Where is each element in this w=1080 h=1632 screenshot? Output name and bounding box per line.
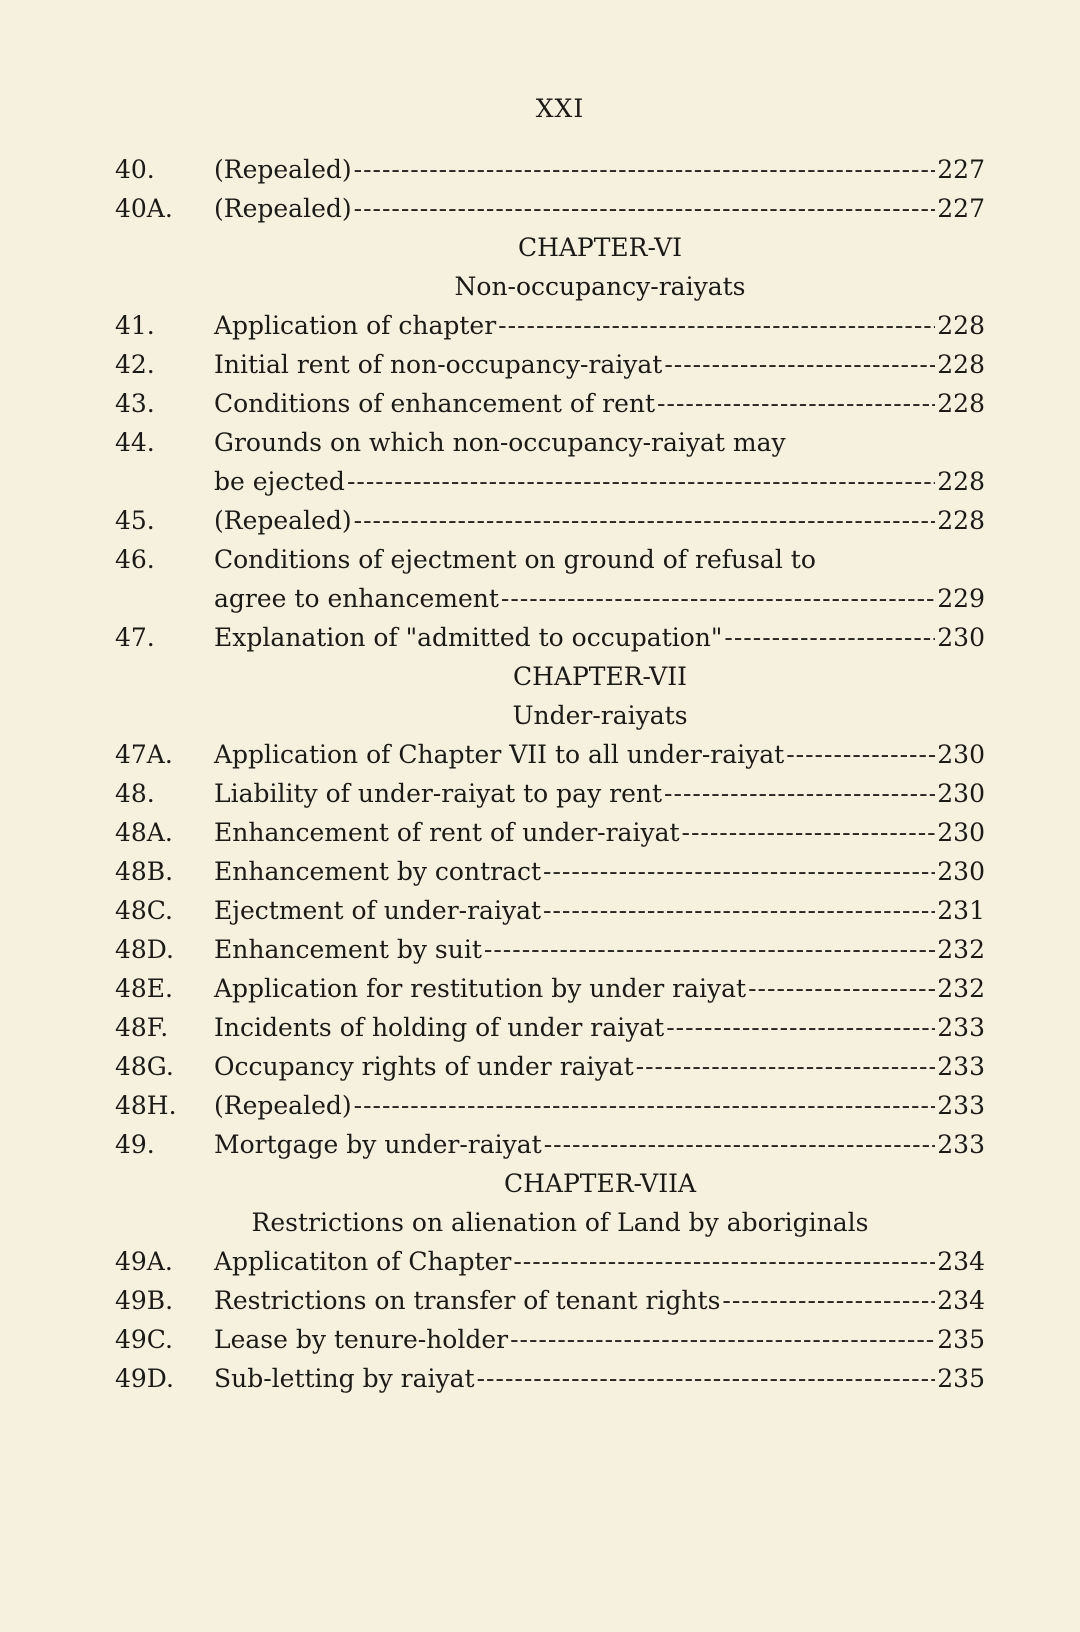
section-title: Application of chapter <box>214 311 497 340</box>
dot-leader <box>354 1086 936 1125</box>
table-of-contents <box>0 150 1080 1398</box>
dot-leader <box>666 1008 935 1047</box>
toc-entry[interactable] <box>0 1320 1080 1359</box>
section-title-line: be ejected <box>214 467 345 496</box>
section-number: 48H. <box>115 1091 177 1120</box>
page-ref: 232 <box>937 935 985 964</box>
section-title: Enhancement of rent of under-raiyat <box>214 818 680 847</box>
section-number: 40A. <box>115 194 173 223</box>
toc-entry[interactable] <box>0 1281 1080 1320</box>
page-ref: 227 <box>937 194 985 223</box>
section-title: Sub-letting by raiyat <box>214 1364 475 1393</box>
dot-leader <box>354 501 936 540</box>
chapter-heading: CHAPTER-VII <box>513 662 687 691</box>
section-title: (Repealed) <box>214 506 352 535</box>
section-title: Initial rent of non-occupancy-raiyat <box>214 350 663 379</box>
section-title: Enhancement by contract <box>214 857 542 886</box>
toc-entry[interactable] <box>0 345 1080 384</box>
section-title: Mortgage by under-raiyat <box>214 1130 542 1159</box>
page-ref: 233 <box>937 1130 985 1159</box>
toc-entry[interactable] <box>0 540 1080 618</box>
section-number: 47. <box>115 623 155 652</box>
page-ref: 230 <box>937 623 985 652</box>
toc-entry[interactable] <box>0 306 1080 345</box>
page-ref: 228 <box>937 311 985 340</box>
section-title: (Repealed) <box>214 1091 352 1120</box>
section-title: Occupancy rights of under raiyat <box>214 1052 634 1081</box>
section-number: 48E. <box>115 974 174 1003</box>
page-ref: 230 <box>937 818 985 847</box>
toc-entry[interactable] <box>0 969 1080 1008</box>
section-number: 49B. <box>115 1286 174 1315</box>
section-number: 49D. <box>115 1364 174 1393</box>
toc-entry[interactable] <box>0 1125 1080 1164</box>
page-ref: 228 <box>937 467 985 496</box>
section-number: 44. <box>115 428 155 457</box>
section-number: 46. <box>115 545 155 574</box>
page-ref: 228 <box>937 506 985 535</box>
page-ref: 234 <box>937 1247 985 1276</box>
chapter-subtitle: Restrictions on alienation of Land by aboriginals <box>251 1208 869 1237</box>
toc-entry[interactable] <box>0 852 1080 891</box>
section-number: 49A. <box>115 1247 173 1276</box>
section-title: Ejectment of under-raiyat <box>214 896 542 925</box>
section-title: (Repealed) <box>214 194 352 223</box>
dot-leader <box>543 852 935 891</box>
page-ref: 228 <box>937 350 985 379</box>
chapter-heading: CHAPTER-VI <box>517 233 683 262</box>
dot-leader <box>664 345 935 384</box>
page-ref: 231 <box>937 896 985 925</box>
section-title: Liability of under-raiyat to pay rent <box>214 779 663 808</box>
dot-leader <box>657 384 935 423</box>
section-title-line: Grounds on which non-occupancy-raiyat may <box>214 428 786 457</box>
toc-entry[interactable] <box>0 501 1080 540</box>
toc-entry[interactable] <box>0 774 1080 813</box>
page-ref: 233 <box>937 1091 985 1120</box>
toc-entry[interactable] <box>0 1086 1080 1125</box>
page-ref: 234 <box>937 1286 985 1315</box>
section-number: 43. <box>115 389 155 418</box>
dot-leader <box>484 930 935 969</box>
section-number: 48B. <box>115 857 174 886</box>
section-number: 49C. <box>115 1325 173 1354</box>
section-number: 48D. <box>115 935 174 964</box>
section-number: 45. <box>115 506 155 535</box>
dot-leader <box>748 969 935 1008</box>
section-title: Enhancement by suit <box>214 935 482 964</box>
toc-entry[interactable] <box>0 1242 1080 1281</box>
chapter-subtitle: Non-occupancy-raiyats <box>454 272 746 301</box>
page-ref: 227 <box>937 155 985 184</box>
page-ref: 235 <box>937 1364 985 1393</box>
toc-entry[interactable] <box>0 735 1080 774</box>
section-title: Application of Chapter VII to all under-raiyat <box>214 740 785 769</box>
section-number: 48G. <box>115 1052 174 1081</box>
page-ref: 232 <box>937 974 985 1003</box>
section-title: Restrictions on transfer of tenant rights <box>214 1286 721 1315</box>
page-ref: 228 <box>937 389 985 418</box>
toc-entry[interactable] <box>0 891 1080 930</box>
section-title: Conditions of enhancement of rent <box>214 389 656 418</box>
dot-leader <box>498 306 935 345</box>
page-ref: 233 <box>937 1052 985 1081</box>
section-title: Lease by tenure-holder <box>214 1325 509 1354</box>
dot-leader <box>354 189 936 228</box>
dot-leader <box>501 579 935 618</box>
section-number: 48A. <box>115 818 173 847</box>
page-ref: 230 <box>937 779 985 808</box>
dot-leader <box>664 774 935 813</box>
toc-entry[interactable] <box>0 423 1080 501</box>
toc-entry[interactable] <box>0 1047 1080 1086</box>
chapter-heading: CHAPTER-VIIA <box>503 1169 697 1198</box>
dot-leader <box>682 813 936 852</box>
section-number: 42. <box>115 350 155 379</box>
toc-entry[interactable] <box>0 930 1080 969</box>
toc-entry[interactable] <box>0 150 1080 189</box>
section-title: Incidents of holding of under raiyat <box>214 1013 665 1042</box>
page-ref: 230 <box>937 857 985 886</box>
dot-leader <box>544 1125 936 1164</box>
toc-entry[interactable] <box>0 384 1080 423</box>
page-ref: 235 <box>937 1325 985 1354</box>
page-number: XXI <box>535 94 585 123</box>
section-title: (Repealed) <box>214 155 352 184</box>
section-number: 47A. <box>115 740 173 769</box>
section-title: Explanation of "admitted to occupation" <box>214 623 723 652</box>
page-ref: 230 <box>937 740 985 769</box>
toc-entry[interactable] <box>0 813 1080 852</box>
dot-leader <box>724 618 935 657</box>
section-number: 40. <box>115 155 155 184</box>
dot-leader <box>347 462 935 501</box>
dot-leader <box>510 1320 935 1359</box>
section-number: 48F. <box>115 1013 169 1042</box>
toc-entry[interactable] <box>0 1008 1080 1047</box>
dot-leader <box>786 735 935 774</box>
page-ref: 229 <box>937 584 985 613</box>
chapter-subtitle: Under-raiyats <box>512 701 688 730</box>
toc-entry[interactable] <box>0 1359 1080 1398</box>
dot-leader <box>636 1047 936 1086</box>
section-title-line: Conditions of ejectment on ground of refusal to <box>214 545 816 574</box>
section-number: 49. <box>115 1130 155 1159</box>
toc-entry[interactable] <box>0 618 1080 657</box>
toc-entry[interactable] <box>0 189 1080 228</box>
page-ref: 233 <box>937 1013 985 1042</box>
dot-leader <box>477 1359 936 1398</box>
section-number: 41. <box>115 311 155 340</box>
section-number: 48. <box>115 779 155 808</box>
section-title: Applicatiton of Chapter <box>214 1247 512 1276</box>
dot-leader <box>513 1242 935 1281</box>
dot-leader <box>543 891 935 930</box>
section-number: 48C. <box>115 896 173 925</box>
section-title-line: agree to enhancement <box>214 584 499 613</box>
section-title: Application for restitution by under raiyat <box>214 974 747 1003</box>
dot-leader <box>722 1281 935 1320</box>
dot-leader <box>354 150 936 189</box>
